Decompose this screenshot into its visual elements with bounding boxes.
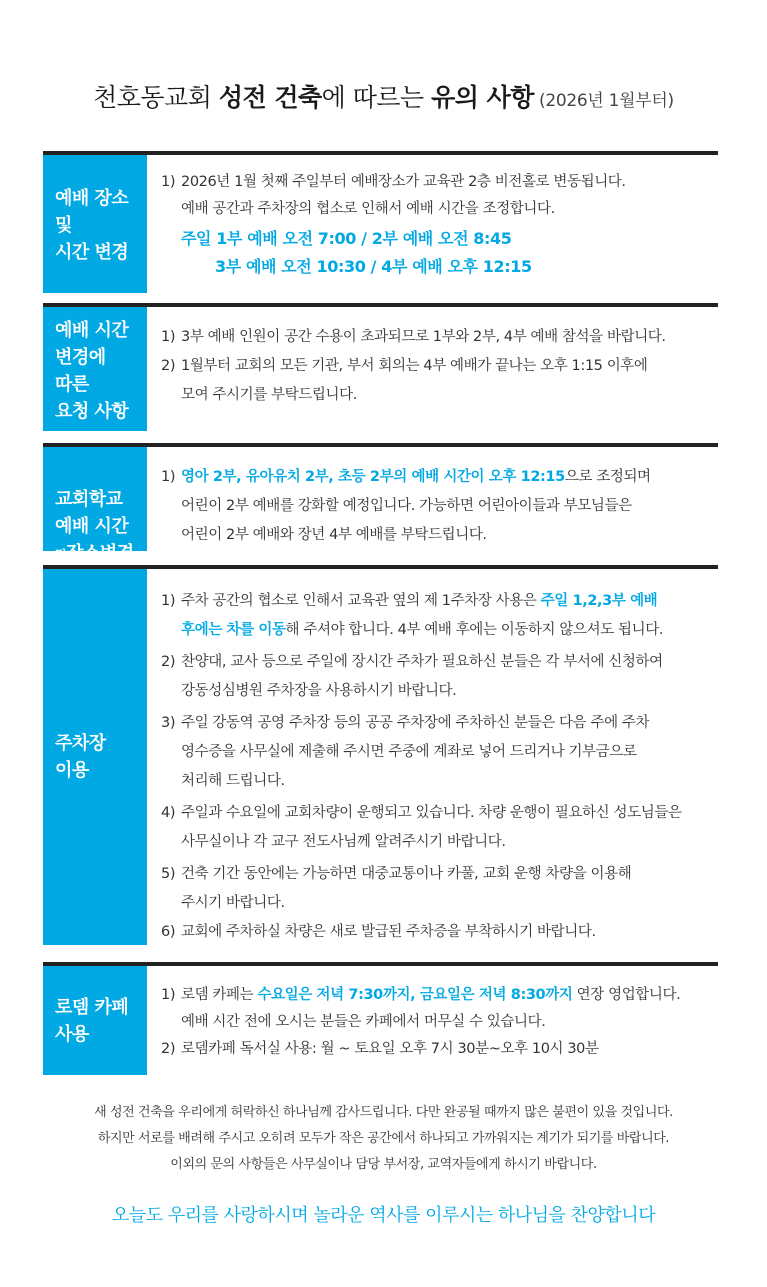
item-text: 주차 공간의 협소로 인해서 교육관 옆의 제 1주차장 사용은 [181,593,541,609]
list-item [161,799,718,857]
list-item [161,323,718,352]
list-item [161,463,718,550]
item-text: 로뎀 카페는 [181,987,258,1003]
section-label-small: 및 [55,548,67,562]
list-item [161,587,718,645]
title-part-2: 성전 건축 [218,83,322,112]
title-part-1: 천호동교회 [93,83,219,112]
footer-note [0,1100,767,1178]
list-item [161,648,718,706]
section-label-line: 장소변경 [66,543,134,564]
item-text: 어린이 2부 예배와 장년 4부 예배를 부탁드립니다. [181,527,487,543]
list-item [161,860,718,918]
item-text: 3부 예배 인원이 공간 수용이 초과되므로 1부와 2부, 4부 예배 참석을 바랍니다. [181,329,666,345]
title-part-3: 에 따르는 [321,83,432,112]
section-parking [43,565,718,945]
list-item [161,709,718,796]
highlight-text: 영아 2부, 유아유치 2부, 초등 2부의 예배 시간이 오후 12:15 [181,469,565,485]
list-item [161,1036,718,1063]
section-label: 예배 장소 및 시간 변경 [43,155,147,293]
item-text: 사무실이나 각 교구 전도사님께 알려주시기 바랍니다. [181,834,506,850]
section-label-line: 교회학교 예배 시간 [55,489,129,537]
item-text: 주일 강동역 공영 주차장 등의 공공 주차장에 주차하신 분들은 다음 주에 주차 [181,715,650,731]
list-item [161,982,718,1036]
item-text: 영수증을 사무실에 제출해 주시면 주중에 계좌로 넣어 드리거나 기부금으로 [181,744,637,760]
highlight-text: 주일 1,2,3부 예배 [540,593,658,609]
item-text: 찬양대, 교사 등으로 주일에 장시간 주차가 필요하신 분들은 각 부서에 신청하여 [181,654,663,670]
title-date: (2026년 1월부터) [533,91,674,111]
item-text: 예배 시간 전에 오시는 분들은 카페에서 머무실 수 있습니다. [181,1014,546,1030]
section-label [43,447,147,564]
item-text: 예배 공간과 주차장의 협소로 인해서 예배 시간을 조정합니다. [181,201,555,217]
item-number: 2) [161,1041,176,1057]
footer-line: 하지만 서로를 배려해 주시고 오히려 모두가 작은 공간에서 하나되고 가까워지는 계기가 되기를 바랍니다. [97,1131,670,1146]
page-title [0,78,767,114]
item-text: 해 주셔야 합니다. 4부 예배 후에는 이동하지 않으셔도 됩니다. [285,622,664,638]
item-text: 주시기 바랍니다. [181,895,285,911]
item-text: 주일과 수요일에 교회차량이 운행되고 있습니다. 차량 운행이 필요하신 성도님들은 [181,805,682,821]
item-text: 교회에 주차하실 차량은 새로 발급된 주차증을 부착하시기 바랍니다. [181,924,596,940]
item-text: 2026년 1월 첫째 주일부터 예배장소가 교육관 2층 비전홀로 변동됩니다. [181,174,626,190]
item-text: 건축 기간 동안에는 가능하면 대중교통이나 카풀, 교회 운행 차량을 이용해 [181,866,632,882]
item-number: 1) [161,593,176,609]
item-number: 2) [161,358,176,374]
item-number: 1) [161,174,176,190]
list-item [161,169,718,223]
schedule [161,225,718,281]
highlight-text: 수요일은 저녁 7:30까지, 금요일은 저녁 8:30까지 [257,987,573,1003]
section-content [161,323,718,410]
item-text: 모여 주시기를 부탁드립니다. [181,387,357,403]
schedule-line: 주일 1부 예배 오전 7:00 / 2부 예배 오전 8:45 [181,229,512,248]
section-cafe [43,962,718,1075]
footer-line: 이외의 문의 사항들은 사무실이나 담당 부서장, 교역자들에게 하시기 바랍니다. [170,1157,597,1172]
item-text: 으로 조정되며 [564,469,651,485]
item-text: 강동성심병원 주차장을 사용하시기 바랍니다. [181,683,457,699]
item-number: 2) [161,654,176,670]
section-content [161,463,718,550]
section-content [161,982,718,1063]
section-church-school [43,443,718,564]
highlight-text: 후에는 차를 이동 [181,622,286,638]
item-number: 3) [161,715,176,731]
section-label: 주차장 이용 [43,569,147,945]
item-number: 1) [161,329,176,345]
item-number: 4) [161,805,176,821]
item-text: 어린이 2부 예배를 강화할 예정입니다. 가능하면 어린아이들과 부모님들은 [181,498,632,514]
list-item [161,918,718,947]
section-worship-change [43,151,718,293]
footer-line: 새 성전 건축을 우리에게 허락하신 하나님께 감사드립니다. 다만 완공될 때까지 많은 불편이 있을 것입니다. [94,1105,673,1120]
item-number: 5) [161,866,176,882]
title-part-4: 유의 사항 [431,83,534,112]
item-number: 1) [161,987,176,1003]
item-text: 연장 영업합니다. [572,987,681,1003]
item-text: 1월부터 교회의 모든 기관, 부서 회의는 4부 예배가 끝나는 오후 1:15 이후에 [181,358,648,374]
section-label: 예배 시간 변경에 따른 요청 사항 [43,307,147,431]
item-number: 6) [161,924,176,940]
section-label: 로뎀 카페 사용 [43,966,147,1075]
item-number: 1) [161,469,176,485]
item-text: 처리해 드립니다. [181,773,285,789]
item-text: 로뎀카페 독서실 사용: 월 ~ 토요일 오후 7시 30분~오후 10시 30분 [181,1041,599,1057]
schedule-line: 3부 예배 오전 10:30 / 4부 예배 오후 12:15 [215,257,532,276]
section-requests [43,303,718,431]
section-content [161,587,718,947]
section-content [161,169,718,281]
closing-message: 오늘도 우리를 사랑하시며 놀라운 역사를 이루시는 하나님을 찬양합니다 [111,1205,656,1226]
list-item [161,352,718,410]
